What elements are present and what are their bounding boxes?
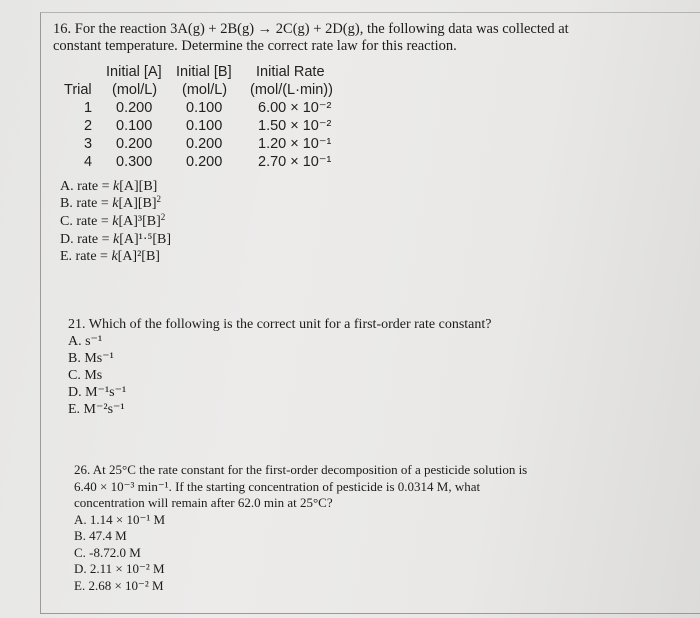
q26-option-a[interactable]: A. 1.14 × 10⁻¹ M <box>74 511 166 527</box>
q16-options <box>60 178 171 265</box>
option-exponent: 2 <box>160 212 166 222</box>
table-row4-b: 0.200 <box>186 154 223 170</box>
header-unit-b: (mol/L) <box>182 82 228 98</box>
table-row3-rate: 1.20 × 10⁻¹ <box>258 136 332 152</box>
table-row4-rate: 2.70 × 10⁻¹ <box>258 154 332 170</box>
option-expression: [A][B] <box>119 179 158 194</box>
header-initial-b: Initial [B] <box>176 64 232 80</box>
table-row1-rate: 6.00 × 10⁻² <box>258 100 332 116</box>
q16-option-c[interactable] <box>60 213 171 231</box>
option-expression: [A]²[B] <box>117 249 160 264</box>
q26-stem-line2: 6.40 × 10⁻³ min⁻¹. If the starting concentration of pesticide is 0.0314 M, what <box>74 478 481 494</box>
table-row2-a: 0.100 <box>116 118 153 134</box>
table-row2-trial: 2 <box>84 118 93 134</box>
q16-stem-line1: 16. For the reaction 3A(g) + 2B(g) → 2C(g) + 2D(g), the following data was collected at <box>53 21 569 37</box>
table-row4-trial: 4 <box>84 154 93 170</box>
option-prefix: C. rate = <box>60 214 113 229</box>
q16-option-e[interactable] <box>60 248 171 265</box>
option-prefix: D. rate = <box>60 232 113 247</box>
header-unit-a: (mol/L) <box>112 82 158 98</box>
table-row3-a: 0.200 <box>116 136 153 152</box>
question-16-stem <box>53 21 673 55</box>
table-row4-a: 0.300 <box>116 154 153 170</box>
q26-option-b[interactable]: B. 47.4 M <box>74 528 127 543</box>
header-initial-a: Initial [A] <box>106 64 162 80</box>
q26-option-e[interactable]: E. 2.68 × 10⁻² M <box>74 577 164 593</box>
question-26 <box>74 462 634 594</box>
option-prefix: B. rate = <box>60 196 113 211</box>
rate-constant: k <box>112 196 119 211</box>
rate-constant: k <box>113 179 120 194</box>
question-21 <box>68 316 492 418</box>
q16-stem-line2: constant temperature. Determine the correct rate law for this reaction. <box>53 38 457 54</box>
table-row3-b: 0.200 <box>186 136 223 152</box>
rate-constant: k <box>111 249 118 264</box>
option-expression: [A]³[B] <box>118 214 161 229</box>
q26-stem-line3: concentration will remain after 62.0 min at 25°C? <box>74 495 333 510</box>
rate-constant: k <box>112 214 119 229</box>
header-initial-rate: Initial Rate <box>256 64 325 80</box>
rate-constant: k <box>113 232 120 247</box>
q21-stem: 21. Which of the following is the correct unit for a first-order rate constant? <box>68 317 492 332</box>
option-expression: [A][B] <box>118 196 157 211</box>
option-prefix: A. rate = <box>60 179 113 194</box>
option-prefix: E. rate = <box>60 249 112 264</box>
header-trial: Trial <box>64 82 92 98</box>
q16-option-b[interactable] <box>60 195 171 213</box>
table-row2-b: 0.100 <box>186 118 223 134</box>
q16-option-d[interactable] <box>60 231 171 248</box>
q26-option-d[interactable]: D. 2.11 × 10⁻² M <box>74 561 165 576</box>
option-exponent: 2 <box>156 194 162 204</box>
q26-option-c[interactable]: C. -8.72.0 M <box>74 544 141 560</box>
table-row2-rate: 1.50 × 10⁻² <box>258 118 332 134</box>
q16-option-a[interactable] <box>60 178 171 195</box>
table-row1-trial: 1 <box>84 100 93 116</box>
q21-option-b[interactable]: B. Ms⁻¹ <box>68 351 114 366</box>
option-expression: [A]¹·⁵[B] <box>119 232 172 247</box>
q21-option-d[interactable]: D. M⁻¹s⁻¹ <box>68 385 127 400</box>
q21-option-a[interactable]: A. s⁻¹ <box>68 334 103 349</box>
q26-stem-line1: 26. At 25°C the rate constant for the first-order decomposition of a pesticide solution is <box>74 462 528 477</box>
table-row1-a: 0.200 <box>116 100 153 116</box>
table-row1-b: 0.100 <box>186 100 223 116</box>
q21-option-e[interactable]: E. M⁻²s⁻¹ <box>68 402 125 417</box>
table-row3-trial: 3 <box>84 136 93 152</box>
header-unit-rate: (mol/(L·min)) <box>250 82 333 98</box>
q21-option-c[interactable]: C. Ms <box>68 368 103 383</box>
